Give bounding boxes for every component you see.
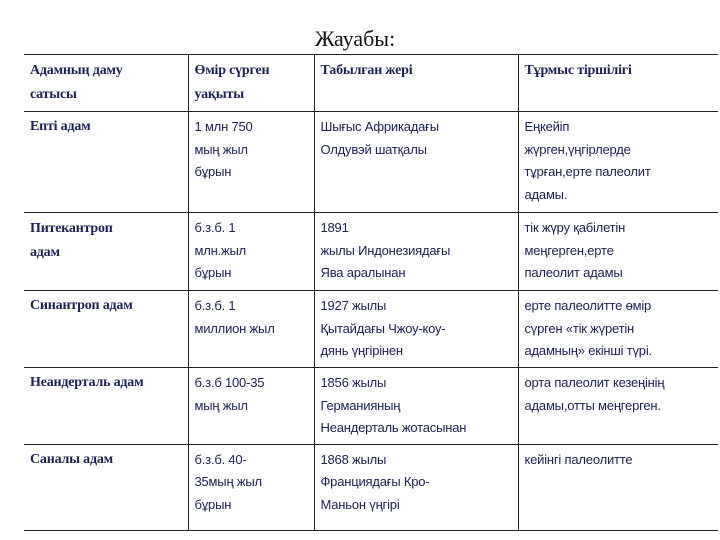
cell-location: Шығыс Африкадағы Олдувэй шатқалы: [314, 112, 518, 213]
cell-time: б.з.б. 1 миллион жыл: [188, 291, 314, 368]
cell-location: 1856 жылы Германияның Неандерталь жотасынан: [314, 368, 518, 445]
cell-lifestyle: тік жүру қабілетін меңгерген,ерте палеолит адамы: [518, 213, 718, 291]
cell-stage: Саналы адам: [24, 444, 188, 530]
cell-lifestyle: кейінгі палеолитте: [518, 444, 718, 530]
cell-lifestyle: орта палеолит кезеңінің адамы,отты меңгерген.: [518, 368, 718, 445]
cell-time: б.з.б. 1 млн.жыл бұрын: [188, 213, 314, 291]
table-row: [24, 112, 718, 213]
cell-stage: Питекантроп адам: [24, 213, 188, 291]
table-row: [24, 444, 718, 530]
table-row: [24, 213, 718, 291]
cell-lifestyle: ерте палеолитте өмір сүрген «тік жүретін адамның» екінші түрі.: [518, 291, 718, 368]
cell-location: 1927 жылы Қытайдағы Чжоу-коу- дянь үңгірінен: [314, 291, 518, 368]
human-evolution-table: [24, 54, 718, 531]
cell-location: 1891 жылы Индонезиядағы Ява аралынан: [314, 213, 518, 291]
cell-location: 1868 жылы Франциядағы Кро- Маньон үңгірі: [314, 444, 518, 530]
cell-stage: Епті адам: [24, 112, 188, 213]
cell-lifestyle: Еңкейіп жүрген,үңгірлерде тұрған,ерте палеолит адамы.: [518, 112, 718, 213]
cell-time: б.з.б 100-35 мың жыл: [188, 368, 314, 445]
page-title: Жауабы:: [314, 26, 396, 51]
header-location: Табылған жері: [314, 55, 518, 112]
cell-time: б.з.б. 40- 35мың жыл бұрын: [188, 444, 314, 530]
cell-stage: Неандерталь адам: [24, 368, 188, 445]
header-stage: Адамның даму сатысы: [24, 55, 188, 112]
cell-stage: Синантроп адам: [24, 291, 188, 368]
table-row: [24, 291, 718, 368]
header-lifestyle: Тұрмыс тіршілігі: [518, 55, 718, 112]
table-header-row: [24, 55, 718, 112]
table-row: [24, 368, 718, 445]
cell-time: 1 млн 750 мың жыл бұрын: [188, 112, 314, 213]
header-time: Өмір сүрген уақыты: [188, 55, 314, 112]
